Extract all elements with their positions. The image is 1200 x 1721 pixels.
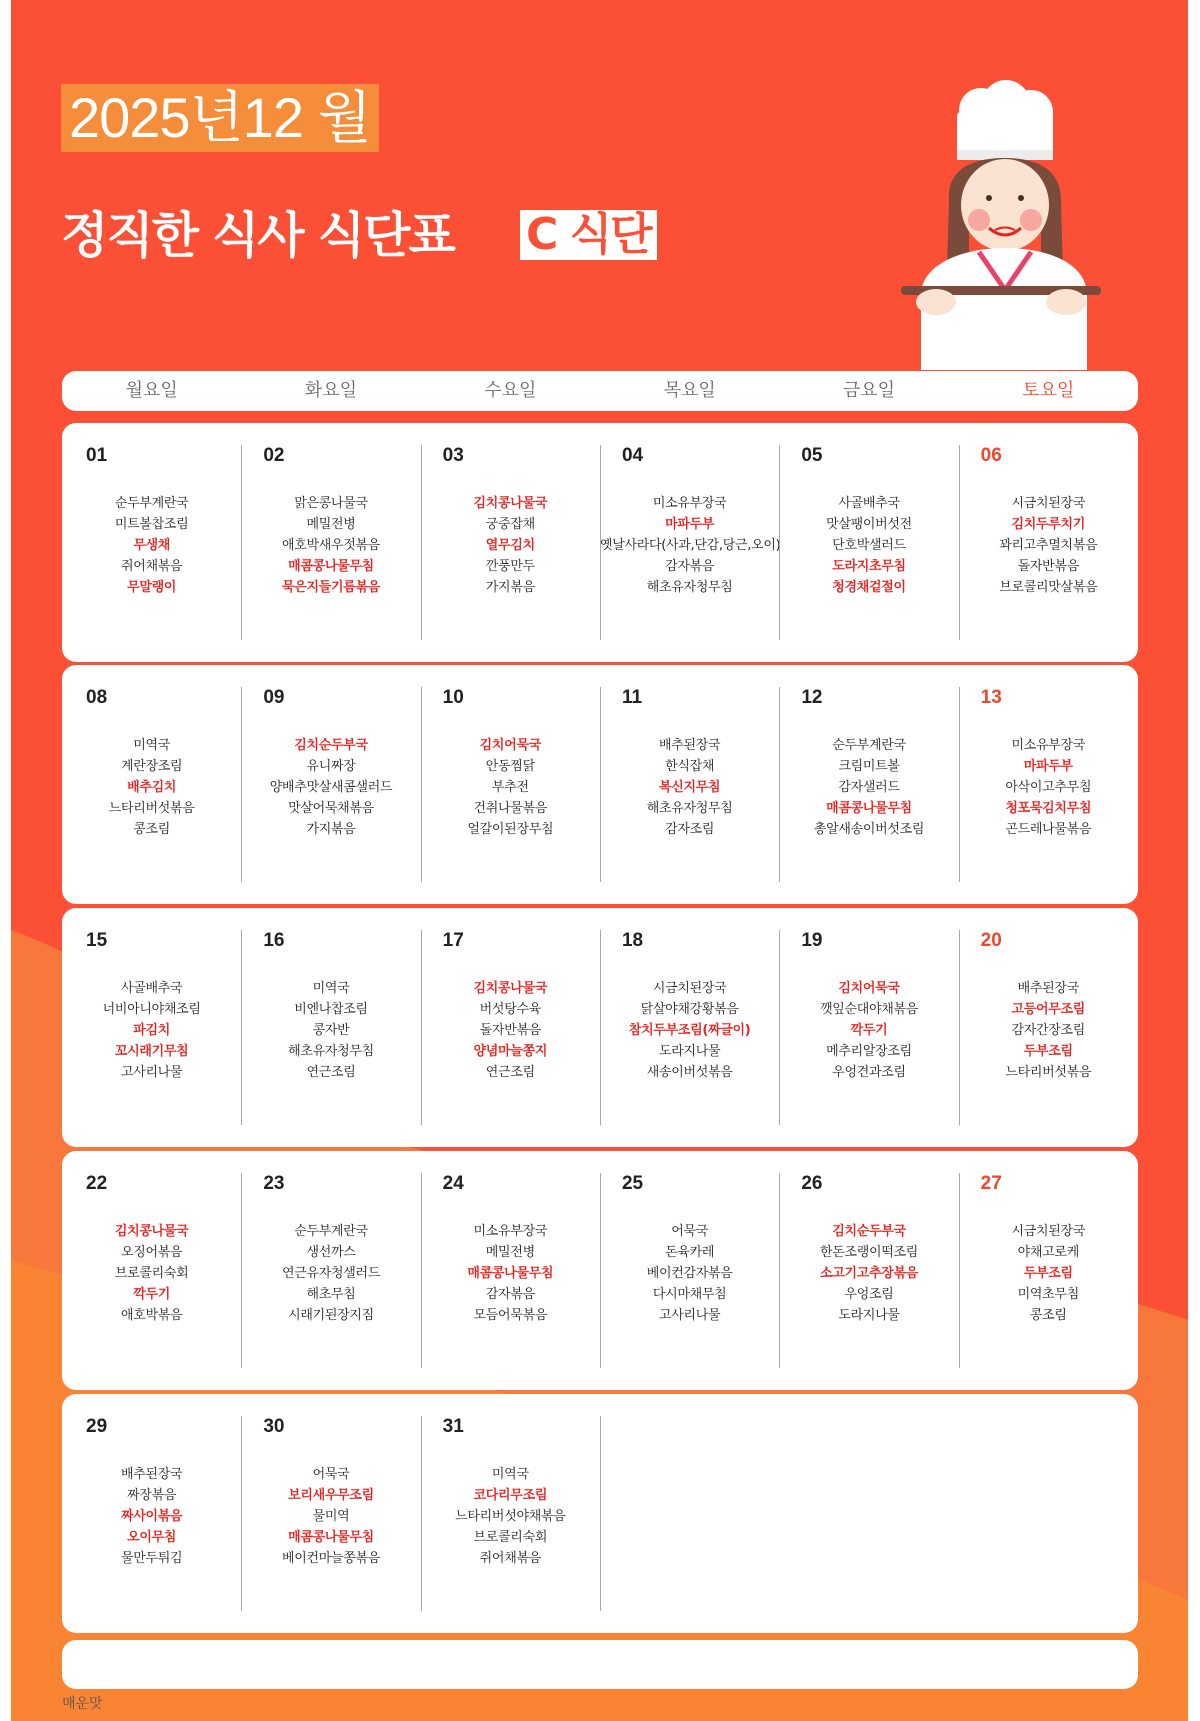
menu-item: 베이컨감자볶음: [646, 1266, 733, 1281]
menu-item: 가지볶음: [306, 822, 356, 837]
menu-item: 곤드레나물볶음: [1005, 822, 1092, 837]
menu-item: 미소유부장국: [1011, 738, 1086, 753]
menu-item: 단호박샐러드: [832, 538, 906, 553]
menu-item: 청포묵김치무침: [1005, 801, 1092, 816]
menu-item: 다시마채무침: [652, 1287, 727, 1302]
menu-item: 한식잡채: [665, 759, 715, 774]
day-cell: [959, 423, 1138, 662]
menu-item: 도라지나물: [838, 1308, 900, 1323]
menu-item: 쥐어채볶음: [479, 1551, 541, 1566]
menu-item: 모듬어묵볶음: [473, 1308, 548, 1323]
menu-item: 해초유자청무침: [288, 1044, 374, 1059]
day-number: 16: [263, 930, 285, 951]
menu-item: 보리새우무조림: [288, 1488, 374, 1503]
menu-item: 닭살야채강황볶음: [640, 1002, 739, 1017]
menu-sheet: [11, 0, 1188, 1721]
menu-item: 미역초무침: [1017, 1287, 1079, 1302]
menu-item: 김치순두부국: [294, 738, 368, 753]
menu-item: 건취나물볶음: [473, 801, 548, 816]
day-cell: [959, 1151, 1138, 1390]
menu-list: [421, 1464, 600, 1569]
day-cell: [779, 423, 958, 662]
menu-item: 미소유부장국: [473, 1224, 548, 1239]
menu-item: 배추김치: [127, 780, 177, 795]
menu-list: [600, 493, 779, 598]
menu-item: 시금치된장국: [1011, 1224, 1086, 1239]
menu-list: [959, 978, 1138, 1083]
menu-item: 애호박볶음: [121, 1308, 183, 1323]
menu-item: 물만두튀김: [121, 1551, 183, 1566]
week-row: [62, 665, 1138, 904]
day-number: 06: [980, 445, 1002, 466]
weekday-monday: 월요일: [125, 380, 178, 401]
menu-item: 느타리버섯야채볶음: [455, 1509, 566, 1524]
menu-item: 연근조림: [306, 1065, 356, 1080]
menu-item: 김치콩나물국: [473, 496, 548, 511]
day-cell: [600, 1151, 779, 1390]
day-number: 04: [621, 445, 644, 466]
day-cell: [62, 908, 241, 1147]
week-row: [62, 1394, 1138, 1633]
menu-item: 마파두부: [1023, 759, 1073, 774]
menu-list: [600, 1221, 779, 1326]
menu-item: 순두부계란국: [294, 1224, 368, 1239]
weekday-header: [62, 371, 1138, 411]
menu-item: 소고기고추장볶음: [819, 1266, 919, 1281]
day-number: 27: [980, 1173, 1002, 1194]
menu-item: 어묵국: [671, 1224, 709, 1239]
day-number: 29: [86, 1416, 108, 1437]
menu-item: 매콤콩나물무침: [467, 1266, 554, 1281]
menu-item: 코다리무조림: [473, 1488, 548, 1503]
menu-item: 콩조림: [1029, 1308, 1067, 1323]
day-cell: [959, 1394, 1138, 1633]
menu-item: 김치순두부국: [832, 1224, 906, 1239]
menu-item: 배추된장국: [659, 738, 721, 753]
day-number: 20: [980, 930, 1002, 951]
menu-item: 돌자반볶음: [1017, 559, 1079, 574]
menu-item: 오이무침: [127, 1530, 177, 1545]
day-number: 26: [801, 1173, 823, 1194]
menu-item: 깐풍만두: [485, 559, 535, 574]
day-number: 17: [442, 930, 464, 951]
day-number: 15: [86, 930, 108, 951]
menu-item: 쥐어채볶음: [121, 559, 183, 574]
day-number: 24: [442, 1173, 464, 1194]
day-cell: [241, 665, 420, 904]
day-cell: [779, 908, 958, 1147]
weekday-saturday: 토요일: [1022, 380, 1075, 401]
chef-illustration: [891, 80, 1111, 370]
menu-item: 계란장조림: [121, 759, 183, 774]
day-cell: [421, 1394, 600, 1633]
menu-item: 김치어묵국: [838, 981, 900, 996]
menu-item: 물미역: [312, 1509, 350, 1524]
day-cell: [779, 1151, 958, 1390]
day-cell: [779, 665, 958, 904]
menu-item: 콩자반: [312, 1023, 350, 1038]
menu-item: 해초무침: [306, 1287, 356, 1302]
day-cell: [62, 665, 241, 904]
menu-item: 얼갈이된장무침: [467, 822, 554, 837]
day-cell: [421, 665, 600, 904]
menu-item: 짜장볶음: [127, 1488, 177, 1503]
menu-list: [600, 978, 779, 1083]
menu-item: 김치어묵국: [479, 738, 541, 753]
footer-bar: [62, 1640, 1138, 1689]
weekday-wednesday: 수요일: [484, 380, 537, 401]
menu-item: 배추된장국: [121, 1467, 183, 1482]
menu-item: 무말랭이: [127, 580, 177, 595]
menu-item: 깻잎순대야채볶음: [819, 1002, 919, 1017]
menu-item: 해초유자청무침: [646, 801, 733, 816]
menu-item: 배추된장국: [1017, 981, 1079, 996]
menu-item: 양념마늘쫑지: [473, 1044, 548, 1059]
menu-item: 마파두부: [665, 517, 715, 532]
day-cell: [421, 908, 600, 1147]
menu-item: 메추리알장조림: [826, 1044, 912, 1059]
menu-item: 버섯탕수육: [479, 1002, 541, 1017]
menu-item: 김치두루치기: [1011, 517, 1086, 532]
menu-item: 미역국: [312, 981, 350, 996]
menu-item: 매콤콩나물무침: [288, 1530, 374, 1545]
day-number: 31: [442, 1416, 464, 1437]
menu-item: 시금치된장국: [652, 981, 727, 996]
menu-item: 안동찜닭: [485, 759, 535, 774]
menu-item: 사골배추국: [838, 496, 900, 511]
menu-item: 묵은지들기름볶음: [281, 580, 381, 595]
menu-item: 애호박새우젓볶음: [281, 538, 381, 553]
day-cell: [241, 1394, 420, 1633]
menu-item: 야채고로케: [1017, 1245, 1079, 1260]
day-cell: [421, 1151, 600, 1390]
menu-item: 브로콜리맛살볶음: [999, 580, 1098, 595]
menu-item: 순두부계란국: [832, 738, 906, 753]
menu-item: 감자볶음: [485, 1287, 535, 1302]
day-number: 22: [86, 1173, 108, 1194]
menu-item: 생선까스: [306, 1245, 356, 1260]
day-cell: [62, 1394, 241, 1633]
menu-item: 파김치: [133, 1023, 171, 1038]
menu-item: 무생채: [133, 538, 171, 553]
menu-list: [959, 735, 1138, 840]
menu-item: 메밀전병: [485, 1245, 535, 1260]
day-number: 09: [263, 687, 285, 708]
menu-list: [959, 493, 1138, 598]
menu-item: 두부조림: [1023, 1044, 1073, 1059]
day-number: 30: [263, 1416, 285, 1437]
menu-list: [62, 493, 241, 598]
menu-list: [779, 735, 958, 840]
day-cell: [959, 908, 1138, 1147]
menu-item: 김치콩나물국: [473, 981, 548, 996]
menu-item: 감자샐러드: [838, 780, 900, 795]
menu-item: 맛살팽이버섯전: [826, 517, 912, 532]
menu-item: 고사리나물: [121, 1065, 183, 1080]
weekday-friday: 금요일: [842, 380, 896, 401]
menu-item: 새송이버섯볶음: [646, 1065, 733, 1080]
menu-item: 한돈조랭이떡조림: [819, 1245, 919, 1260]
menu-list: [421, 493, 600, 598]
menu-item: 도라지초무침: [832, 559, 906, 574]
menu-title: 정직한 식사 식단표: [61, 207, 454, 264]
menu-item: 꽈리고추멸치볶음: [999, 538, 1098, 553]
menu-item: 미소유부장국: [652, 496, 727, 511]
menu-item: 콩조림: [133, 822, 171, 837]
menu-item: 돌자반볶음: [479, 1023, 541, 1038]
menu-item: 브로콜리숙회: [473, 1530, 548, 1545]
menu-item: 느타리버섯볶음: [108, 801, 195, 816]
footer-brand: 매운맛: [62, 1696, 103, 1712]
day-cell: [241, 1151, 420, 1390]
day-cell: [421, 423, 600, 662]
menu-item: 감자볶음: [665, 559, 715, 574]
menu-list: [421, 978, 600, 1083]
day-cell: [959, 665, 1138, 904]
menu-item: 맑은콩나물국: [294, 496, 368, 511]
day-cell: [241, 908, 420, 1147]
year-month-title: 2025년12 월: [61, 84, 379, 152]
menu-list: [62, 735, 241, 840]
menu-item: 도라지나물: [659, 1044, 721, 1059]
menu-list: [779, 978, 958, 1083]
menu-item: 꼬시래기무침: [114, 1044, 189, 1059]
menu-type-badge: C 식단: [520, 210, 657, 260]
menu-item: 시금치된장국: [1011, 496, 1086, 511]
menu-item: 비엔나찹조림: [294, 1002, 368, 1017]
menu-item: 궁중잡채: [485, 517, 535, 532]
menu-list: [241, 735, 420, 840]
menu-item: 너비아니야채조림: [102, 1002, 201, 1017]
day-number: 10: [442, 687, 464, 708]
menu-list: [959, 1221, 1138, 1326]
menu-item: 미역국: [491, 1467, 529, 1482]
menu-item: 연근조림: [485, 1065, 535, 1080]
menu-item: 매콤콩나물무침: [288, 559, 374, 574]
day-cell: [779, 1394, 958, 1633]
menu-item: 복신지무침: [659, 780, 721, 795]
menu-item: 느타리버섯볶음: [1005, 1065, 1092, 1080]
menu-item: 해초유자청무침: [646, 580, 733, 595]
menu-item: 우엉조림: [844, 1287, 894, 1302]
menu-item: 총알새송이버섯조림: [813, 822, 925, 837]
day-number: 12: [801, 687, 823, 708]
weekday-thursday: 목요일: [663, 380, 716, 401]
menu-item: 감자조림: [665, 822, 715, 837]
menu-item: 고등어무조림: [1011, 1002, 1086, 1017]
menu-item: 사골배추국: [121, 981, 183, 996]
menu-item: 어묵국: [312, 1467, 350, 1482]
day-number: 08: [86, 687, 108, 708]
day-number: 03: [442, 445, 464, 466]
day-cell: [600, 908, 779, 1147]
day-cell: [62, 423, 241, 662]
menu-item: 두부조림: [1023, 1266, 1073, 1281]
day-number: 23: [263, 1173, 285, 1194]
menu-list: [62, 1221, 241, 1326]
menu-list: [241, 1464, 420, 1569]
menu-list: [779, 493, 958, 598]
day-number: 13: [980, 687, 1002, 708]
menu-list: [600, 735, 779, 840]
menu-item: 깍두기: [850, 1023, 888, 1038]
menu-list: [62, 978, 241, 1083]
day-cell: [600, 423, 779, 662]
day-number: 02: [263, 445, 285, 466]
menu-item: 깍두기: [133, 1287, 171, 1302]
menu-item: 양배추맛살새콤샐러드: [269, 780, 393, 795]
menu-item: 고사리나물: [659, 1308, 721, 1323]
day-number: 01: [86, 445, 108, 466]
menu-item: 옛날사라다(사과,단감,당근,오이): [599, 538, 781, 553]
menu-item: 순두부계란국: [114, 496, 189, 511]
menu-list: [241, 493, 420, 598]
day-number: 11: [621, 687, 643, 708]
weekday-tuesday: 화요일: [304, 380, 358, 401]
menu-item: 연근유자청샐러드: [281, 1266, 381, 1281]
menu-item: 열무김치: [485, 538, 535, 553]
menu-item: 크림미트볼: [838, 759, 900, 774]
menu-item: 감자간장조림: [1011, 1023, 1086, 1038]
menu-item: 청경채겉절이: [832, 580, 906, 595]
menu-item: 아삭이고추무침: [1005, 780, 1092, 795]
menu-item: 매콤콩나물무침: [826, 801, 912, 816]
menu-item: 오징어볶음: [121, 1245, 183, 1260]
menu-list: [62, 1464, 241, 1569]
day-cell: [62, 1151, 241, 1390]
day-number: 18: [621, 930, 644, 951]
menu-list: [241, 1221, 420, 1326]
menu-item: 유니짜장: [306, 759, 356, 774]
menu-item: 짜사이볶음: [121, 1509, 183, 1524]
menu-list: [421, 1221, 600, 1326]
menu-list: [779, 1221, 958, 1326]
menu-item: 미역국: [133, 738, 171, 753]
day-cell: [600, 665, 779, 904]
menu-item: 맛살어묵채볶음: [288, 801, 374, 816]
day-cell: [600, 1394, 779, 1633]
menu-item: 부추전: [491, 780, 529, 795]
day-number: 05: [801, 445, 823, 466]
menu-item: 참치두부조림(짜글이): [628, 1023, 751, 1038]
day-number: 19: [801, 930, 823, 951]
menu-list: [421, 735, 600, 840]
week-row: [62, 908, 1138, 1147]
menu-item: 미트볼찹조림: [114, 517, 189, 532]
menu-item: 베이컨마늘쫑볶음: [281, 1551, 381, 1566]
menu-item: 김치콩나물국: [114, 1224, 189, 1239]
menu-item: 시래기된장지짐: [288, 1308, 374, 1323]
menu-list: [241, 978, 420, 1083]
menu-item: 가지볶음: [485, 580, 535, 595]
week-row: [62, 1151, 1138, 1390]
menu-item: 돈육카레: [665, 1245, 715, 1260]
menu-item: 메밀전병: [306, 517, 356, 532]
menu-item: 우엉견과조림: [832, 1065, 906, 1080]
week-row: [62, 423, 1138, 662]
day-cell: [241, 423, 420, 662]
menu-item: 브로콜리숙회: [114, 1266, 189, 1281]
day-number: 25: [621, 1173, 644, 1194]
